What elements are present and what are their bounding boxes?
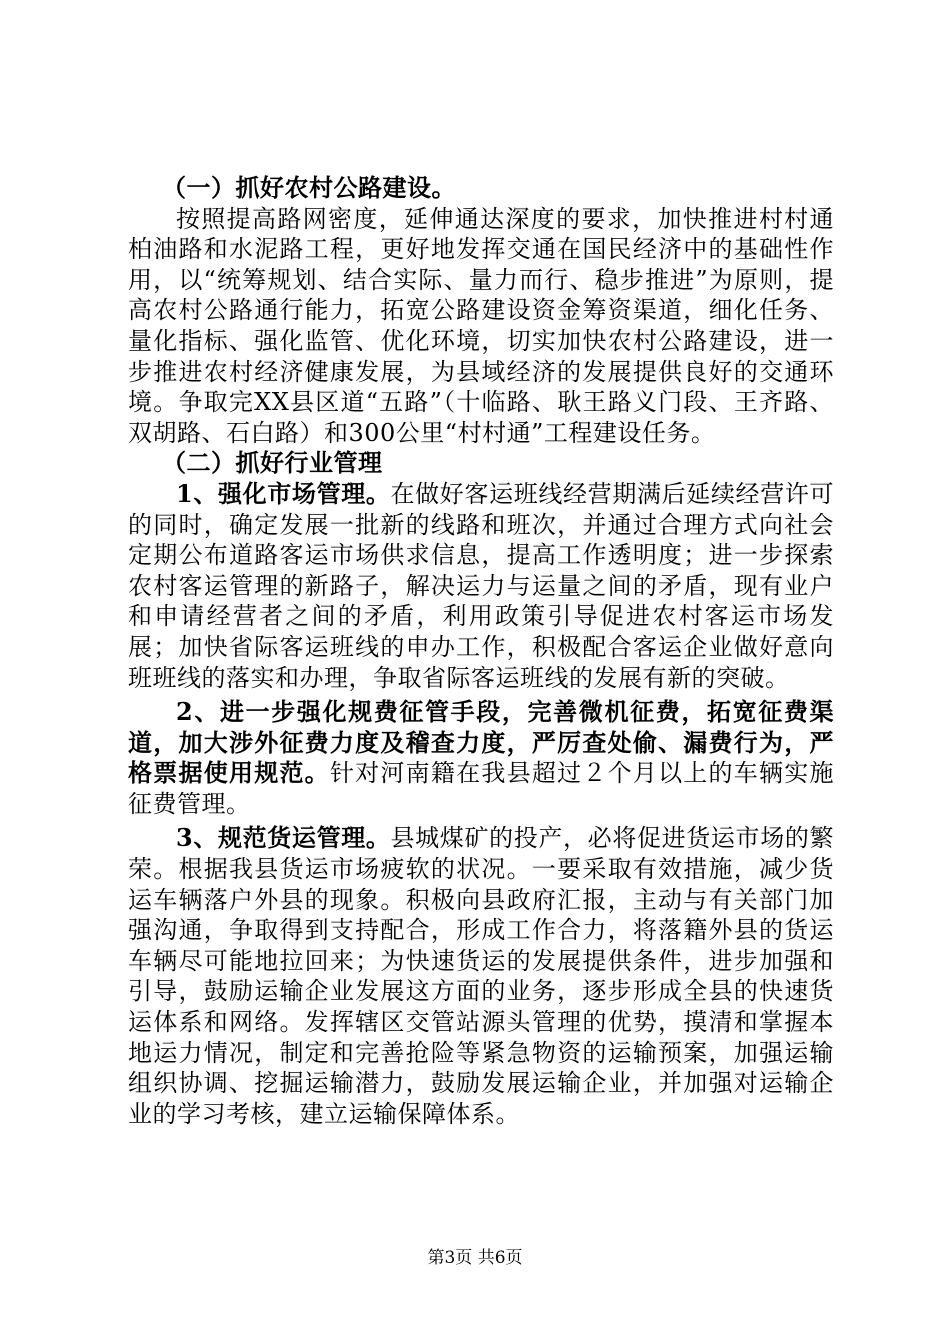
lead-market-management: 1、强化市场管理。 [176, 478, 391, 508]
section-heading-industry-management: （二）抓好行业管理 [162, 448, 383, 478]
page-number-footer: 第3页 共6页 [427, 1248, 523, 1268]
paragraph-fee-collection [128, 697, 834, 819]
section-heading-rural-roads: （一）抓好农村公路建设。 [162, 173, 456, 202]
body-market-management: 在做好客运班线经营期满后延续经营许可的同时，确定发展一批新的线路和班次，并通过合理方式向社会定期公布道路客运市场供求信息，提高工作透明度；进一步探索农村客运管理的新路子，解决运力与运量之间的矛盾，现有业户和申请经营者之间的矛盾，利用政策引导促进农村客运市场发展；加快省际客运班线的申办工作，积极配合客运企业做好意向班班线的落实和办理，争取省际客运班线的发展有新的突破。 [128, 479, 834, 692]
paragraph-rural-roads: 按照提高路网密度，延伸通达深度的要求，加快推进村村通柏油路和水泥路工程，更好地发挥交通在国民经济中的基础性作用，以“统筹规划、结合实际、量力而行、稳步推进”为原则，提高农村公路通行能力，拓宽公路建设资金筹资渠道，细化任务、量化指标、强化监管、优化环境，切实加快农村公路建设，进一步推进农村经济健康发展，为县域经济的发展提供良好的交通环境。争取完XX县区道“五路”（十临路、耿王路义门段、王齐路、双胡路、石白路）和300公里“村村通”工程建设任务。 [128, 204, 834, 447]
paragraph-market-management [128, 479, 834, 693]
lead-freight-management: 3、规范货运管理。 [176, 823, 391, 853]
document-body [128, 173, 834, 1129]
body-freight-management: 县城煤矿的投产，必将促进货运市场的繁荣。根据我县货运市场疲软的状况。一要采取有效措施，减少货运车辆落户外县的现象。积极向县政府汇报，主动与有关部门加强沟通，争取得到支持配合，形成工作合力，将落籍外县的货运车辆尽可能地拉回来；为快速货运的发展提供条件，进步加强和引导，鼓励运输企业发展这方面的业务，逐步形成全县的快速货运体系和网络。发挥辖区交管站源头管理的优势，摸清和掌握本地运力情况，制定和完善抢险等紧急物资的运输预案，加强运输组织协调、挖掘运输潜力，鼓励发展运输企业，并加强对运输企业的学习考核，建立运输保障体系。 [128, 824, 834, 1128]
paragraph-freight-management [128, 823, 834, 1129]
lead-fee-collection: 2、进一步强化规费征管手段，完善微机征费，拓宽征费渠道，加大涉外征费力度及稽查力度，严厉查处偷、漏费行为，严格票据使用规范。 [128, 697, 834, 788]
body-fee-collection: 针对河南籍在我县超过２个月以上的车辆实施征费管理。 [128, 759, 835, 818]
